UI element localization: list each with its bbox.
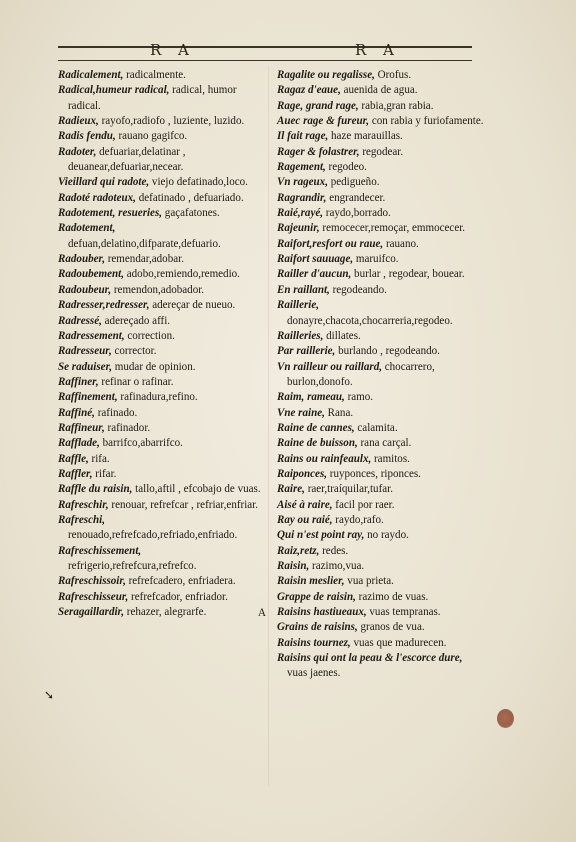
dictionary-entry [277, 544, 485, 559]
dictionary-entry [277, 467, 485, 482]
entry-definition: refrefcadero, enfriadera. [125, 575, 236, 588]
entry-definition: viejo defatinado,loco. [149, 176, 248, 189]
dictionary-entry [58, 574, 266, 589]
dictionary-entry [277, 298, 485, 329]
dictionary-entry [277, 605, 485, 620]
entry-headword: Raffiner, [58, 375, 99, 388]
entry-headword: Raifort,resfort ou raue, [277, 237, 384, 250]
running-header [58, 40, 472, 62]
dictionary-entry [58, 298, 266, 313]
entry-definition: regodear. [359, 145, 404, 158]
entry-definition: refinar o rafinar. [98, 375, 174, 388]
entry-headword: Radouber, [58, 253, 105, 266]
entry-headword: En raillant, [277, 283, 330, 296]
entry-definition: granos de vua. [357, 621, 425, 634]
dictionary-entry [277, 68, 485, 83]
dictionary-entry [58, 421, 266, 436]
dictionary-entry [58, 390, 266, 405]
dictionary-entry [58, 467, 266, 482]
dictionary-entry [277, 482, 485, 497]
entry-headword: Rafreschissement, [58, 544, 142, 557]
entry-definition: Rana. [324, 406, 354, 419]
dictionary-entry [277, 237, 485, 252]
entry-headword: Vn railleur ou raillard, [277, 360, 382, 373]
entry-definition: rafinado. [94, 406, 138, 419]
running-head-right: R A [355, 41, 400, 59]
dictionary-entry [277, 267, 485, 282]
dictionary-entry [277, 191, 485, 206]
entry-headword: Auec rage & fureur, [277, 115, 370, 128]
entry-definition: rafinadura,refino. [117, 391, 198, 404]
entry-headword: Rafflade, [58, 437, 100, 450]
entry-definition: defuan,delatino,difparate,defuario. [68, 237, 221, 250]
dictionary-entry [277, 390, 485, 405]
dictionary-entry [277, 452, 485, 467]
dictionary-entry [277, 329, 485, 344]
entry-definition: ramitos. [371, 452, 410, 465]
entry-headword: Radoté radoteux, [58, 191, 136, 204]
dictionary-entry [58, 544, 266, 575]
entry-headword: Grappe de raisin, [277, 590, 356, 603]
dictionary-entry [58, 360, 266, 375]
entry-definition: radicalmente. [123, 69, 186, 81]
dictionary-entry [58, 191, 266, 206]
entry-definition: vuas que madurecen. [350, 636, 447, 649]
dictionary-entry [58, 344, 266, 359]
dictionary-entry [277, 221, 485, 236]
entry-headword: Radoubeur, [58, 283, 112, 296]
column-gutter [268, 66, 269, 786]
entry-headword: Rafreschi, [58, 513, 105, 526]
entry-definition: rehazer, alegrarfe. [124, 606, 207, 619]
entry-definition: ruyponces, riponces. [327, 467, 421, 480]
entry-definition: defuariar,delatinar , deuanear,defuariar,necear. [68, 145, 186, 174]
entry-headword: Raiponces, [277, 467, 328, 480]
dictionary-entry [277, 206, 485, 221]
entry-headword: Par raillerie, [277, 345, 336, 358]
entry-headword: Raisin, [277, 560, 310, 572]
entry-headword: Se raduiser, [58, 360, 113, 373]
entry-headword: Il fait rage, [277, 130, 329, 143]
dictionary-entry [58, 498, 266, 513]
entry-headword: Raisins tournez, [277, 636, 351, 649]
dictionary-entry [277, 574, 485, 589]
entry-headword: Radressé, [58, 314, 102, 327]
dictionary-entry [58, 436, 266, 451]
entry-headword: Raffle du raisin, [58, 483, 133, 496]
entry-headword: Raiz,retz, [277, 544, 320, 557]
dictionary-entry [277, 651, 485, 682]
entry-definition: remocecer,remoçar, emmocecer. [319, 222, 466, 235]
entry-headword: Radical,humeur radical, [58, 84, 170, 97]
entry-definition: maruifco. [353, 253, 399, 266]
dictionary-entry [277, 83, 485, 98]
entry-definition: auenida de agua. [340, 84, 418, 97]
entry-definition: facil por raer. [332, 498, 395, 511]
dictionary-entry [58, 329, 266, 344]
entry-definition: renouado,refrefcado,refriado,enfriado. [68, 529, 238, 542]
entry-definition: rauano gagifco. [115, 130, 188, 143]
entry-definition: rayofo,radiofo , luziente, luzido. [98, 115, 245, 128]
entry-headword: Seragaillardir, [58, 606, 124, 619]
dictionary-entry [58, 114, 266, 129]
dictionary-entry [58, 145, 266, 176]
entry-headword: Raffinement, [58, 391, 118, 404]
dictionary-entry [277, 421, 485, 436]
entry-headword: Ragalite ou regalisse, [277, 69, 375, 81]
dictionary-entry [58, 206, 266, 221]
entry-headword: Raire, [277, 483, 305, 496]
entry-headword: Vne raine, [277, 406, 325, 419]
dictionary-entry [58, 406, 266, 421]
dictionary-entry [277, 145, 485, 160]
entry-definition: vua prieta. [344, 575, 394, 588]
entry-definition: adereçar de nueuo. [149, 299, 236, 312]
entry-definition: engrandecer. [326, 191, 386, 204]
entry-definition: correction. [124, 329, 175, 342]
dictionary-entry [58, 452, 266, 467]
left-column [58, 68, 266, 622]
dictionary-entry [277, 528, 485, 543]
entry-definition: raydo,rafo. [332, 513, 384, 526]
dictionary-entry [277, 129, 485, 144]
entry-headword: Raffler, [58, 467, 93, 480]
entry-definition: vuas tempranas. [366, 606, 441, 619]
entry-headword: Radieux, [58, 115, 99, 128]
entry-headword: Raisins hastiueaux, [277, 606, 367, 619]
entry-definition: adereçado affi. [101, 314, 171, 327]
dictionary-entry [277, 283, 485, 298]
entry-definition: pedigueño. [327, 176, 380, 189]
entry-headword: Rains ou rainfeaulx, [277, 452, 372, 465]
entry-headword: Raisins qui ont la peau & l'escorce dure, [277, 652, 463, 665]
entry-definition: refrigerio,refrefcura,refrefco. [68, 560, 197, 572]
entry-definition: haze marauillas. [328, 130, 403, 143]
entry-definition: burlando , regodeando. [335, 345, 440, 358]
entry-headword: Raillerie, [277, 299, 320, 312]
entry-headword: Raifort sauuage, [277, 253, 354, 266]
dictionary-entry [58, 252, 266, 267]
entry-definition: ramo. [344, 391, 374, 404]
margin-arrow-mark: ➘ [44, 688, 55, 702]
entry-headword: Raine de buisson, [277, 437, 358, 450]
entry-definition: donayre,chacota,chocarreria,regodeo. [287, 314, 453, 327]
dictionary-entry [277, 559, 485, 574]
entry-headword: Raisin meslier, [277, 575, 345, 588]
entry-definition: mudar de opinion. [112, 360, 196, 373]
dictionary-entry [58, 375, 266, 390]
entry-headword: Ray ou raié, [277, 513, 333, 526]
dictionary-entry [277, 114, 485, 129]
dictionary-entry [58, 283, 266, 298]
dictionary-entry [58, 83, 266, 114]
entry-definition: raer,traíquilar,tufar. [304, 483, 393, 496]
entry-definition: rauano. [383, 237, 419, 250]
entry-headword: Radis fendu, [58, 130, 116, 143]
dictionary-entry [58, 314, 266, 329]
entry-definition: defatinado , defuariado. [135, 191, 244, 204]
dictionary-entry [58, 68, 266, 83]
entry-headword: Rafreschisseur, [58, 590, 129, 603]
dictionary-entry [58, 590, 266, 605]
entry-headword: Raffiné, [58, 406, 95, 419]
header-rule-top [58, 46, 472, 48]
dictionary-entry [277, 252, 485, 267]
dictionary-entry [277, 99, 485, 114]
entry-definition: rana carçal. [357, 437, 412, 450]
dictionary-entry [277, 406, 485, 421]
catchword: A [258, 607, 266, 620]
entry-definition: adobo,remiendo,remedio. [123, 268, 240, 281]
entry-headword: Qui n'est point ray, [277, 529, 365, 542]
dictionary-entry [58, 129, 266, 144]
entry-headword: Radresser,redresser, [58, 299, 150, 312]
entry-definition: rabia,gran rabia. [358, 99, 434, 112]
entry-definition: remendar,adobar. [104, 253, 184, 266]
entry-headword: Ragement, [277, 161, 326, 174]
entry-definition: dillates. [323, 329, 361, 342]
entry-headword: Aisé à raire, [277, 498, 333, 511]
dictionary-entry [277, 175, 485, 190]
entry-headword: Rajeunir, [277, 222, 320, 235]
dictionary-entry [58, 513, 266, 544]
entry-definition: renouar, refrefcar , refriar,enfriar. [108, 498, 259, 511]
dictionary-entry [58, 175, 266, 190]
entry-headword: Railleries, [277, 329, 324, 342]
entry-headword: Vn rageux, [277, 176, 328, 189]
entry-definition: chocarrero, burlon,donofo. [287, 360, 435, 388]
entry-definition: raydo,borrado. [323, 207, 391, 220]
dictionary-entry [277, 436, 485, 451]
entry-headword: Grains de raisins, [277, 621, 358, 634]
entry-definition: remendon,adobador. [111, 283, 205, 296]
entry-definition: redes. [319, 544, 349, 557]
entry-definition: tallo,aftil , efcobajo de vuas. [132, 483, 261, 496]
entry-definition: corrector. [111, 345, 157, 358]
entry-definition: razimo de vuas. [355, 590, 429, 603]
entry-definition: barrifco,abarrifco. [99, 437, 183, 450]
entry-definition: rifa. [88, 452, 110, 465]
dictionary-entry [277, 590, 485, 605]
dictionary-entry [277, 344, 485, 359]
entry-definition: calamita. [354, 421, 398, 434]
entry-definition: radical, humor radical. [68, 84, 237, 112]
entry-headword: Railler d'aucun, [277, 268, 352, 281]
entry-definition: no raydo. [364, 529, 409, 542]
entry-definition: refrefcador, enfriador. [128, 590, 228, 603]
entry-definition: regodeando. [329, 283, 387, 296]
dictionary-entry [277, 636, 485, 651]
entry-headword: Ragrandir, [277, 191, 327, 204]
entry-headword: Radoter, [58, 145, 97, 158]
entry-headword: Raffineur, [58, 421, 105, 434]
entry-definition: vuas jaenes. [287, 667, 341, 680]
entry-definition: Orofus. [374, 69, 412, 81]
entry-headword: Radressement, [58, 329, 125, 342]
entry-definition: gaçafatones. [162, 207, 220, 220]
entry-headword: Raffle, [58, 452, 89, 465]
right-column [277, 68, 485, 682]
dictionary-entry [58, 482, 266, 497]
dictionary-entry [277, 160, 485, 175]
entry-headword: Ragaz d'eaue, [277, 84, 341, 97]
dictionary-entry [277, 360, 485, 391]
entry-definition: burlar , regodear, bouear. [351, 268, 465, 281]
entry-definition: regodeo. [325, 161, 367, 174]
entry-definition: rifar. [92, 467, 117, 480]
entry-definition: con rabia y furiofamente. [369, 115, 484, 128]
dictionary-entry [58, 221, 266, 252]
entry-headword: Raine de cannes, [277, 421, 355, 434]
ink-blot [497, 709, 514, 728]
entry-headword: Radotement, [58, 222, 116, 235]
entry-definition: razimo,vua. [309, 560, 365, 572]
entry-headword: Radotement, resueries, [58, 207, 163, 220]
dictionary-entry [277, 620, 485, 635]
entry-headword: Vieillard qui radote, [58, 176, 150, 189]
entry-definition: rafinador. [104, 421, 151, 434]
entry-headword: Raié,rayé, [277, 207, 324, 220]
entry-headword: Radresseur, [58, 345, 112, 358]
entry-headword: Rafreschissoir, [58, 575, 126, 588]
entry-headword: Rafreschir, [58, 498, 109, 511]
dictionary-entry [277, 513, 485, 528]
entry-headword: Radoubement, [58, 268, 124, 281]
dictionary-entry [58, 267, 266, 282]
entry-headword: Rage, grand rage, [277, 99, 359, 112]
running-head-left: R A [150, 41, 195, 59]
dictionary-entry [277, 498, 485, 513]
header-rule-bottom [58, 60, 472, 61]
entry-headword: Rager & folastrer, [277, 145, 360, 158]
entry-headword: Radicalement, [58, 69, 124, 81]
entry-headword: Raim, rameau, [277, 391, 345, 404]
